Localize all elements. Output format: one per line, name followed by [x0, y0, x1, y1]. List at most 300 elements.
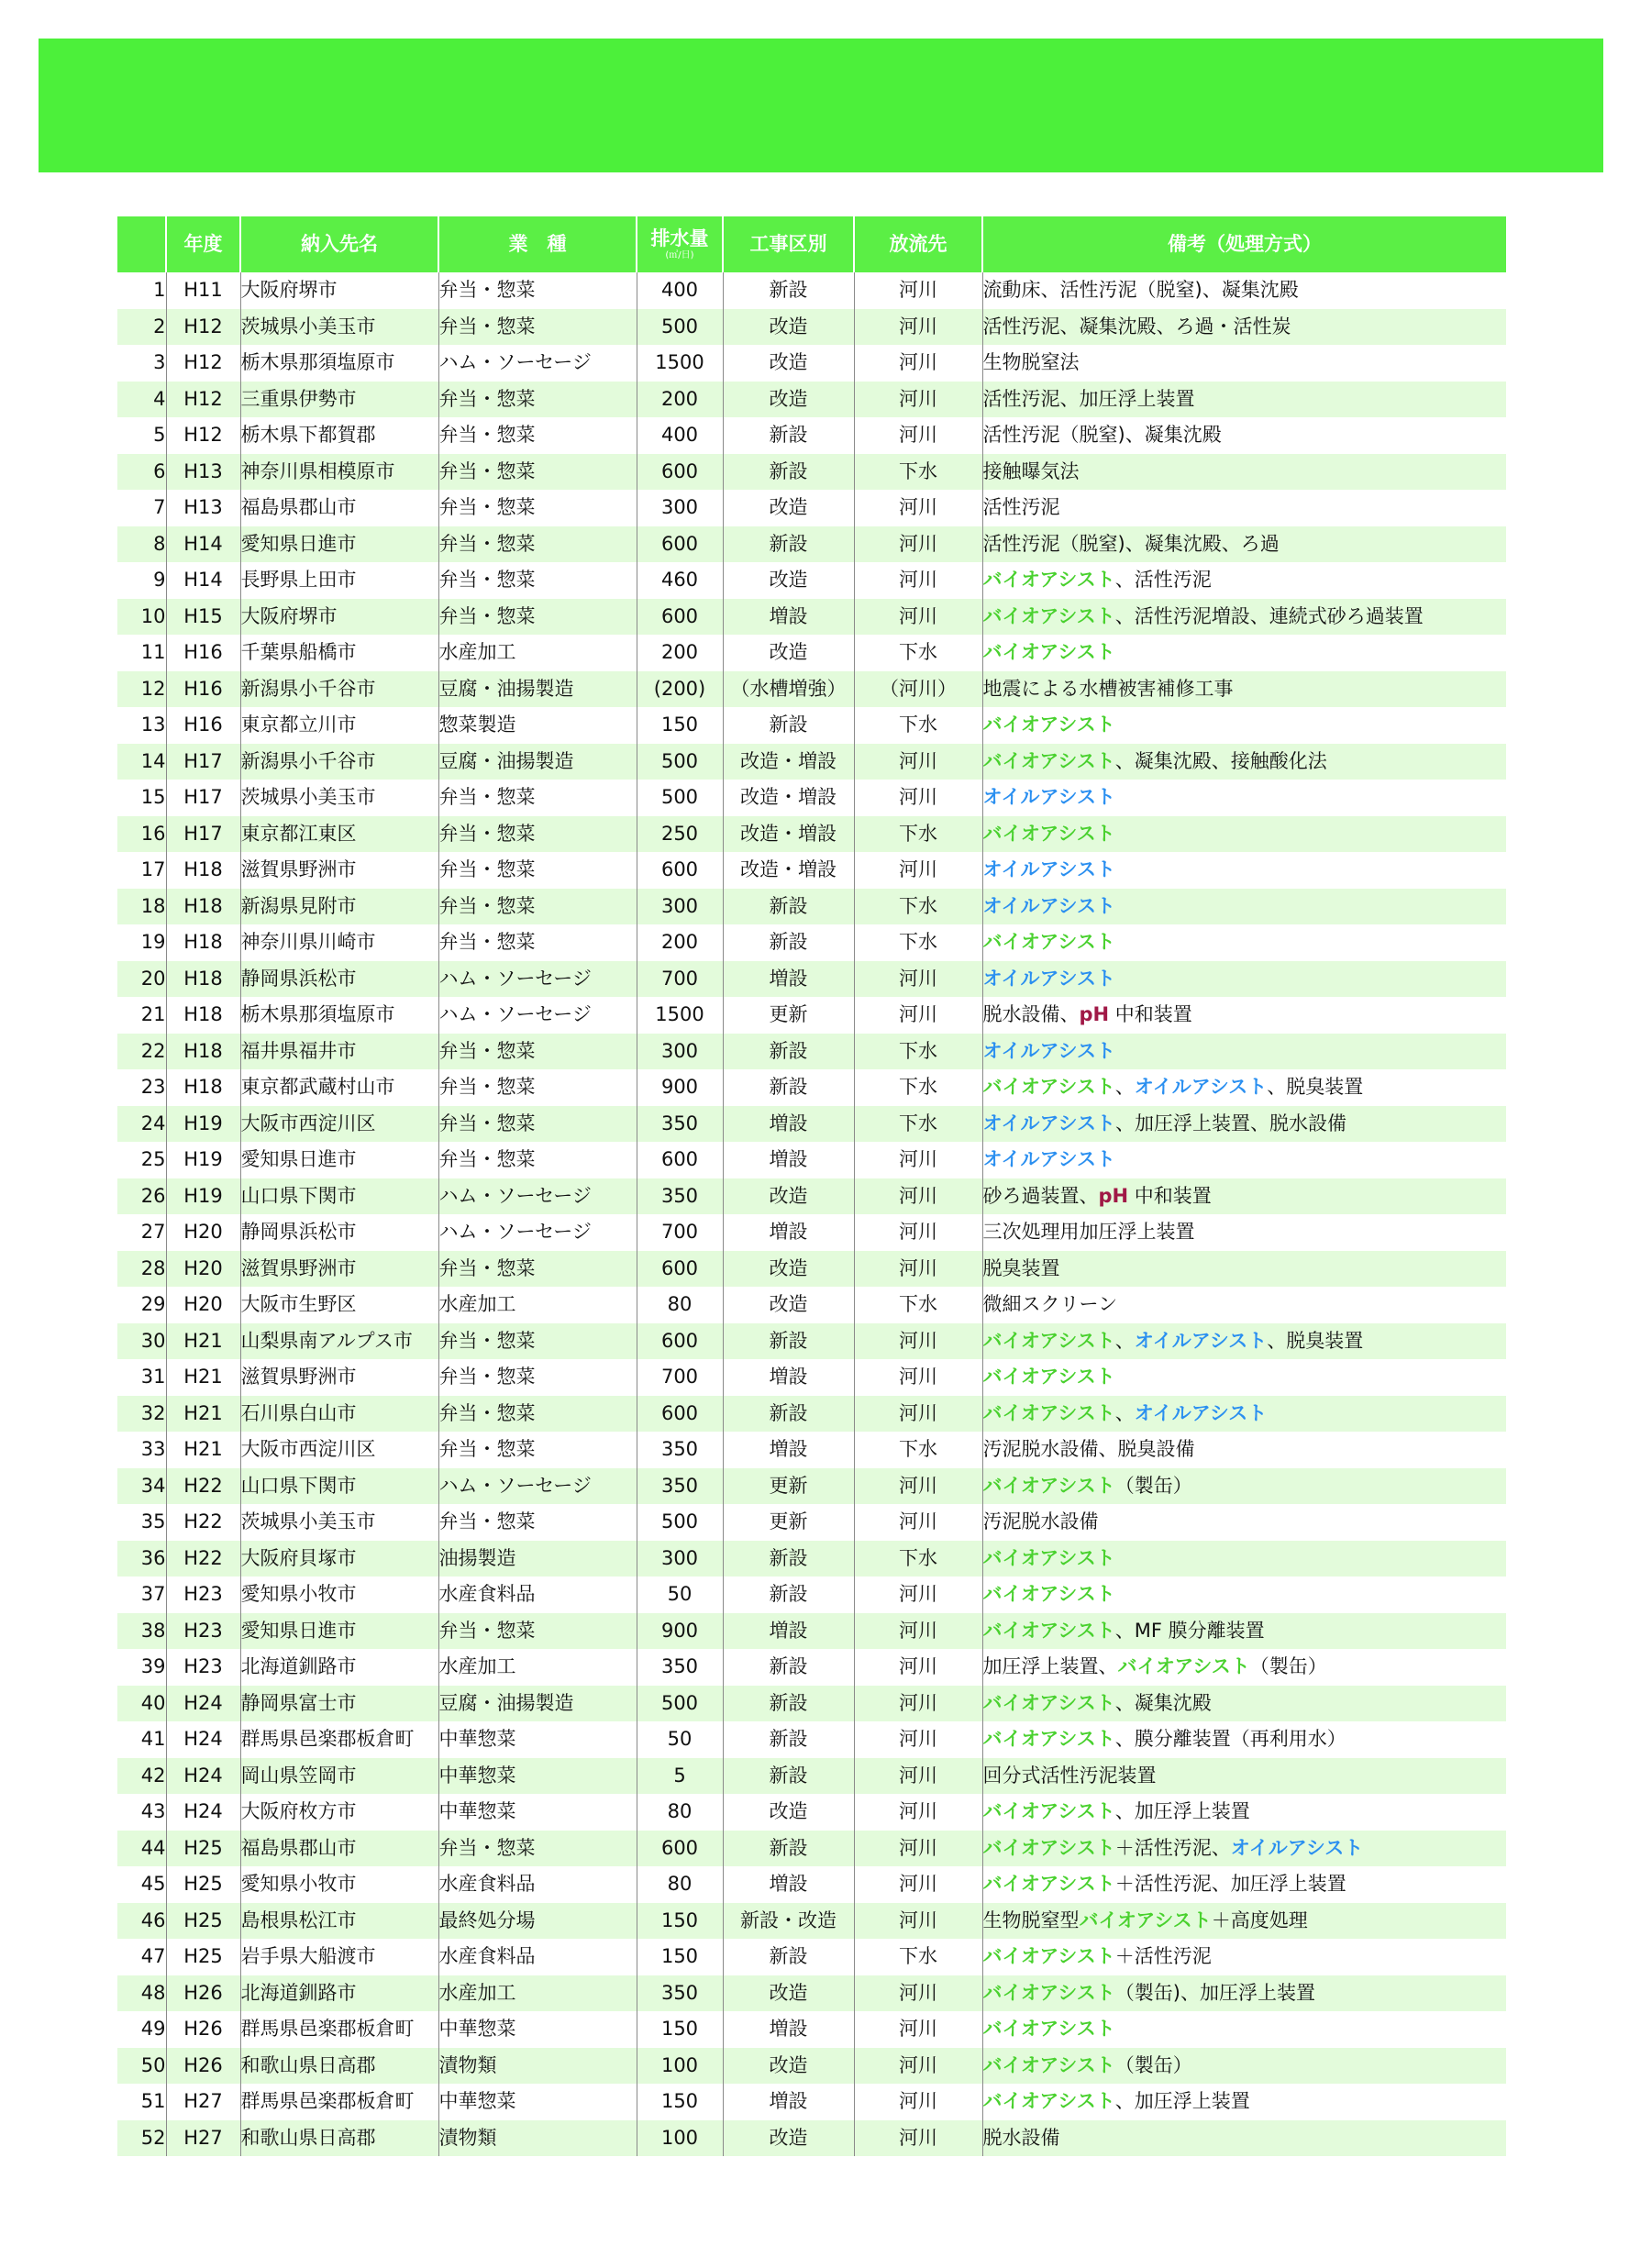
- cell-year: H21: [166, 1396, 240, 1433]
- table-row: [117, 707, 1506, 744]
- oil-assist-label: オイルアシスト: [982, 1039, 1115, 1062]
- cell-volume: 80: [637, 1287, 723, 1323]
- cell-client: 新潟県小千谷市: [240, 671, 438, 708]
- cell-client: 愛知県日進市: [240, 1613, 438, 1650]
- cell-volume: 350: [637, 1178, 723, 1215]
- cell-discharge: 河川: [854, 599, 982, 636]
- cell-discharge: 河川: [854, 1468, 982, 1505]
- cell-discharge: 河川: [854, 1903, 982, 1940]
- cell-no: 44: [117, 1831, 166, 1867]
- cell-volume: 500: [637, 309, 723, 346]
- cell-industry: 弁当・惣菜: [438, 599, 637, 636]
- cell-remarks: [982, 1903, 1506, 1940]
- cell-discharge: 河川: [854, 272, 982, 309]
- cell-year: H20: [166, 1251, 240, 1288]
- header-volume-label: 排水量: [650, 227, 709, 250]
- cell-no: 1: [153, 279, 166, 301]
- table-row: [117, 2120, 1506, 2157]
- cell-discharge: 河川: [854, 780, 982, 816]
- cell-client: 山梨県南アルプス市: [240, 1323, 438, 1360]
- remark-text: 、脱臭装置: [1267, 1076, 1364, 1098]
- cell-year: H18: [166, 852, 240, 889]
- bio-assist-label: バイオアシスト: [982, 1873, 1115, 1895]
- cell-no: 34: [117, 1468, 166, 1505]
- cell-remarks: [982, 1577, 1506, 1613]
- cell-remarks: [982, 707, 1506, 744]
- ph-label: pH: [1079, 1003, 1110, 1025]
- table-row: [117, 1541, 1506, 1577]
- remark-text: ＋活性汚泥、: [1114, 1836, 1231, 1859]
- cell-remarks: [982, 816, 1506, 853]
- cell-work: 新設: [723, 924, 854, 961]
- cell-volume: 900: [637, 1069, 723, 1106]
- cell-client: 大阪府貝塚市: [240, 1541, 438, 1577]
- cell-industry: ハム・ソーセージ: [438, 997, 637, 1034]
- cell-client: 大阪府堺市: [240, 599, 438, 636]
- cell-remarks: [982, 309, 1506, 346]
- header-volume: [637, 216, 723, 272]
- cell-no: 14: [117, 744, 166, 780]
- cell-industry: 弁当・惣菜: [438, 1323, 637, 1360]
- cell-year: H13: [166, 490, 240, 526]
- oil-assist-label: オイルアシスト: [1134, 1329, 1268, 1352]
- cell-remarks: [982, 852, 1506, 889]
- cell-remarks: [982, 1323, 1506, 1360]
- bio-assist-label: バイオアシスト: [982, 1728, 1115, 1750]
- cell-work: 新設: [723, 1577, 854, 1613]
- cell-remarks: [982, 1178, 1506, 1215]
- cell-no: 38: [117, 1613, 166, 1650]
- cell-industry: 弁当・惣菜: [438, 1069, 637, 1106]
- cell-no: 11: [140, 641, 166, 663]
- cell-volume: 600: [637, 852, 723, 889]
- cell-client: 大阪市生野区: [240, 1287, 438, 1323]
- bio-assist-label: バイオアシスト: [982, 1401, 1115, 1424]
- cell-volume: 350: [637, 1649, 723, 1686]
- cell-discharge: 下水: [854, 635, 982, 671]
- cell-industry: 弁当・惣菜: [438, 1359, 637, 1396]
- remark-text: 、: [1114, 1329, 1135, 1352]
- cell-remarks: [982, 382, 1506, 418]
- cell-client: 岩手県大船渡市: [240, 1939, 438, 1975]
- table-row: [117, 1178, 1506, 1215]
- remark-text: 中和装置: [1109, 1003, 1192, 1025]
- cell-volume: 300: [637, 889, 723, 925]
- cell-year: H14: [166, 526, 240, 563]
- table-row: [117, 1504, 1506, 1541]
- table-row: [117, 1287, 1506, 1323]
- table-row: [117, 889, 1506, 925]
- cell-no: 33: [140, 1438, 166, 1460]
- cell-work: 改造: [723, 309, 854, 346]
- cell-client: 東京都武蔵村山市: [240, 1069, 438, 1106]
- cell-client: 静岡県浜松市: [240, 1214, 438, 1251]
- cell-work: 改造: [723, 1975, 854, 2012]
- cell-remarks: [982, 1758, 1506, 1795]
- cell-work: 新設: [723, 1034, 854, 1070]
- cell-industry: 水産加工: [438, 635, 637, 671]
- cell-work: 改造: [723, 2120, 854, 2157]
- table-row: [117, 1903, 1506, 1940]
- cell-volume: 200: [637, 924, 723, 961]
- cell-industry: 弁当・惣菜: [438, 889, 637, 925]
- cell-no: 23: [140, 1076, 166, 1098]
- table-header-row: [117, 216, 1506, 272]
- cell-volume: 150: [637, 2011, 723, 2048]
- header-banner: [39, 39, 1603, 172]
- cell-work: 新設: [723, 1541, 854, 1577]
- cell-work: 改造: [723, 345, 854, 382]
- cell-client: 栃木県那須塩原市: [240, 997, 438, 1034]
- bio-assist-label: バイオアシスト: [1079, 1908, 1212, 1931]
- cell-no: 45: [140, 1873, 166, 1895]
- cell-client: 栃木県下都賀郡: [240, 417, 438, 454]
- cell-no: 43: [140, 1800, 166, 1822]
- cell-discharge: 河川: [854, 490, 982, 526]
- cell-discharge: 河川: [854, 2011, 982, 2048]
- remark-text: 活性汚泥（脱窒)、凝集沈殿: [982, 424, 1222, 446]
- bio-assist-label: バイオアシスト: [982, 1366, 1115, 1388]
- cell-year: H18: [166, 997, 240, 1034]
- cell-work: 増設: [723, 2011, 854, 2048]
- cell-industry: 弁当・惣菜: [438, 1396, 637, 1433]
- cell-volume: 300: [637, 1034, 723, 1070]
- cell-industry: ハム・ソーセージ: [438, 1468, 637, 1505]
- table-row: [117, 562, 1506, 599]
- cell-volume: 150: [637, 2084, 723, 2120]
- cell-industry: 豆腐・油揚製造: [438, 744, 637, 780]
- cell-work: 新設: [723, 707, 854, 744]
- cell-year: H25: [166, 1866, 240, 1903]
- cell-discharge: 河川: [854, 1649, 982, 1686]
- cell-year: H12: [166, 345, 240, 382]
- cell-client: 千葉県船橋市: [240, 635, 438, 671]
- cell-industry: 弁当・惣菜: [438, 816, 637, 853]
- header-client: 納入先名: [240, 216, 438, 272]
- cell-volume: 250: [637, 816, 723, 853]
- oil-assist-label: オイルアシスト: [982, 1148, 1115, 1170]
- cell-no: 29: [140, 1293, 166, 1315]
- remark-text: 、活性汚泥: [1114, 569, 1212, 591]
- oil-assist-label: オイルアシスト: [1230, 1836, 1364, 1859]
- cell-work: 増設: [723, 1142, 854, 1178]
- cell-industry: 中華惣菜: [438, 1794, 637, 1831]
- cell-industry: 弁当・惣菜: [438, 382, 637, 418]
- cell-work: 新設: [723, 1323, 854, 1360]
- cell-year: H24: [166, 1686, 240, 1722]
- table-row: [117, 1866, 1506, 1903]
- table-row: [117, 1323, 1506, 1360]
- table-row: [117, 1106, 1506, 1143]
- cell-year: H26: [166, 2048, 240, 2085]
- remark-text: 、加圧浮上装置: [1114, 1800, 1250, 1822]
- cell-industry: 弁当・惣菜: [438, 1831, 637, 1867]
- cell-client: 神奈川県相模原市: [240, 454, 438, 491]
- table-row: [117, 635, 1506, 671]
- remark-text: 接触曝気法: [982, 459, 1080, 482]
- oil-assist-label: オイルアシスト: [982, 1112, 1115, 1134]
- cell-discharge: 下水: [854, 924, 982, 961]
- cell-work: （水槽増強）: [723, 671, 854, 708]
- cell-industry: 弁当・惣菜: [438, 1613, 637, 1650]
- table-row: [117, 1468, 1506, 1505]
- cell-year: H19: [166, 1178, 240, 1215]
- cell-year: H18: [166, 961, 240, 998]
- cell-volume: 900: [637, 1613, 723, 1650]
- cell-volume: 350: [637, 1975, 723, 2012]
- remark-text: 加圧浮上装置、: [982, 1655, 1118, 1677]
- cell-volume: 600: [637, 1831, 723, 1867]
- cell-remarks: [982, 1939, 1506, 1975]
- cell-no: 25: [140, 1148, 166, 1170]
- cell-discharge: 河川: [854, 1831, 982, 1867]
- cell-year: H22: [166, 1468, 240, 1505]
- remark-text: 、膜分離装置（再利用水）: [1114, 1728, 1346, 1750]
- header-volume-unit: (㎥/日): [665, 249, 694, 260]
- cell-industry: 弁当・惣菜: [438, 1504, 637, 1541]
- cell-industry: 弁当・惣菜: [438, 272, 637, 309]
- cell-no: 47: [140, 1945, 166, 1967]
- cell-remarks: [982, 1287, 1506, 1323]
- cell-industry: 弁当・惣菜: [438, 780, 637, 816]
- cell-work: 改造: [723, 562, 854, 599]
- remark-text: （製缶）: [1249, 1655, 1327, 1677]
- cell-discharge: 河川: [854, 2048, 982, 2085]
- remark-text: 脱水設備: [982, 2126, 1060, 2149]
- cell-no: 26: [117, 1178, 166, 1215]
- cell-no: 32: [117, 1396, 166, 1433]
- cell-year: H12: [166, 417, 240, 454]
- cell-no: 30: [117, 1323, 166, 1360]
- cell-client: 東京都江東区: [240, 816, 438, 853]
- cell-volume: 200: [637, 635, 723, 671]
- cell-industry: 弁当・惣菜: [438, 1142, 637, 1178]
- cell-year: H25: [166, 1939, 240, 1975]
- header-year: 年度: [166, 216, 240, 272]
- bio-assist-label: バイオアシスト: [982, 2053, 1115, 2076]
- cell-work: 改造・増設: [723, 852, 854, 889]
- cell-client: 北海道釧路市: [240, 1975, 438, 2012]
- remark-text: ＋高度処理: [1211, 1908, 1308, 1931]
- cell-industry: 漬物類: [438, 2120, 637, 2157]
- cell-volume: 1500: [637, 345, 723, 382]
- cell-industry: 中華惣菜: [438, 1721, 637, 1758]
- cell-client: 和歌山県日高郡: [240, 2120, 438, 2157]
- cell-no: 4: [117, 382, 166, 418]
- cell-volume: 350: [637, 1468, 723, 1505]
- cell-year: H14: [166, 562, 240, 599]
- ph-label: pH: [1098, 1184, 1129, 1207]
- cell-remarks: [982, 744, 1506, 780]
- cell-volume: 400: [637, 272, 723, 309]
- cell-work: 改造: [723, 490, 854, 526]
- cell-year: H17: [166, 780, 240, 816]
- cell-no: 46: [117, 1903, 166, 1940]
- cell-no: 3: [153, 351, 166, 373]
- cell-work: 新設: [723, 1396, 854, 1433]
- remark-text: 微細スクリーン: [982, 1293, 1118, 1315]
- cell-client: 石川県白山市: [240, 1396, 438, 1433]
- cell-no: 50: [117, 2048, 166, 2085]
- cell-industry: 最終処分場: [438, 1903, 637, 1940]
- cell-work: 増設: [723, 1866, 854, 1903]
- cell-remarks: [982, 417, 1506, 454]
- cell-industry: 弁当・惣菜: [438, 526, 637, 563]
- cell-no: 20: [117, 961, 166, 998]
- cell-work: 新設: [723, 417, 854, 454]
- remark-text: 、加圧浮上装置: [1114, 2090, 1250, 2112]
- cell-work: 新設: [723, 1831, 854, 1867]
- cell-year: H23: [166, 1649, 240, 1686]
- table-row: [117, 1251, 1506, 1288]
- cell-volume: 80: [637, 1794, 723, 1831]
- oil-assist-label: オイルアシスト: [982, 786, 1115, 808]
- cell-industry: 弁当・惣菜: [438, 454, 637, 491]
- remark-text: 汚泥脱水設備、脱臭設備: [982, 1438, 1195, 1460]
- remark-text: 、: [1114, 1401, 1135, 1424]
- cell-client: 福島県郡山市: [240, 490, 438, 526]
- table-row: [117, 1975, 1506, 2012]
- remark-text: 、凝集沈殿、接触酸化法: [1114, 749, 1327, 772]
- cell-remarks: [982, 1396, 1506, 1433]
- cell-remarks: [982, 345, 1506, 382]
- cell-remarks: [982, 1686, 1506, 1722]
- cell-industry: 水産加工: [438, 1975, 637, 2012]
- cell-industry: 中華惣菜: [438, 2084, 637, 2120]
- cell-year: H22: [166, 1504, 240, 1541]
- table-row: [117, 816, 1506, 853]
- cell-client: 愛知県日進市: [240, 1142, 438, 1178]
- header-remarks: 備考（処理方式）: [982, 216, 1506, 272]
- cell-remarks: [982, 1613, 1506, 1650]
- cell-no: 49: [140, 2018, 166, 2040]
- cell-industry: 弁当・惣菜: [438, 1432, 637, 1468]
- bio-assist-label: バイオアシスト: [1117, 1655, 1250, 1677]
- cell-client: 大阪府堺市: [240, 272, 438, 309]
- bio-assist-label: バイオアシスト: [982, 931, 1115, 953]
- cell-no: 36: [117, 1541, 166, 1577]
- remark-text: 、: [1114, 1076, 1135, 1098]
- remark-text: 、加圧浮上装置、脱水設備: [1114, 1112, 1346, 1134]
- cell-client: 茨城県小美玉市: [240, 1504, 438, 1541]
- remark-text: 汚泥脱水設備: [982, 1510, 1099, 1532]
- cell-work: 更新: [723, 997, 854, 1034]
- cell-year: H18: [166, 889, 240, 925]
- bio-assist-label: バイオアシスト: [982, 2018, 1115, 2040]
- cell-client: 静岡県浜松市: [240, 961, 438, 998]
- cell-remarks: [982, 1106, 1506, 1143]
- cell-remarks: [982, 1831, 1506, 1867]
- cell-no: 24: [117, 1106, 166, 1143]
- cell-industry: 水産加工: [438, 1649, 637, 1686]
- table-row: [117, 1142, 1506, 1178]
- delivery-record-table: [117, 216, 1506, 2156]
- remark-text: （製缶）: [1114, 2053, 1192, 2076]
- cell-remarks: [982, 1975, 1506, 2012]
- cell-no: 42: [117, 1758, 166, 1795]
- cell-remarks: [982, 1866, 1506, 1903]
- cell-client: 滋賀県野洲市: [240, 1359, 438, 1396]
- cell-work: 新設: [723, 1758, 854, 1795]
- cell-client: 愛知県小牧市: [240, 1866, 438, 1903]
- remark-text: 生物脱窒型: [982, 1908, 1080, 1931]
- cell-no: 22: [117, 1034, 166, 1070]
- cell-client: 栃木県那須塩原市: [240, 345, 438, 382]
- cell-remarks: [982, 1142, 1506, 1178]
- cell-year: H24: [166, 1794, 240, 1831]
- cell-work: 新設: [723, 1721, 854, 1758]
- table-row: [117, 1686, 1506, 1722]
- cell-discharge: 河川: [854, 1975, 982, 2012]
- cell-remarks: [982, 961, 1506, 998]
- cell-volume: 350: [637, 1432, 723, 1468]
- cell-remarks: [982, 272, 1506, 309]
- cell-remarks: [982, 2011, 1506, 2048]
- cell-discharge: 河川: [854, 1504, 982, 1541]
- cell-year: H16: [166, 671, 240, 708]
- cell-no: 16: [117, 816, 166, 853]
- remark-text: 中和装置: [1128, 1184, 1212, 1207]
- cell-year: H12: [166, 309, 240, 346]
- table-row: [117, 1758, 1506, 1795]
- cell-client: 静岡県富士市: [240, 1686, 438, 1722]
- cell-year: H27: [166, 2084, 240, 2120]
- table-row: [117, 526, 1506, 563]
- cell-no: 15: [140, 786, 166, 808]
- remark-text: 、凝集沈殿: [1114, 1691, 1212, 1714]
- table-row: [117, 309, 1506, 346]
- cell-volume: 700: [637, 961, 723, 998]
- cell-discharge: 河川: [854, 417, 982, 454]
- cell-year: H21: [166, 1432, 240, 1468]
- cell-client: 山口県下関市: [240, 1468, 438, 1505]
- cell-no: 6: [117, 454, 166, 491]
- cell-volume: 100: [637, 2120, 723, 2157]
- cell-remarks: [982, 1649, 1506, 1686]
- cell-work: 増設: [723, 1613, 854, 1650]
- cell-no: 7: [153, 496, 166, 518]
- cell-no: 27: [140, 1221, 166, 1243]
- cell-discharge: 河川: [854, 1577, 982, 1613]
- table-row: [117, 1939, 1506, 1975]
- cell-industry: 漬物類: [438, 2048, 637, 2085]
- cell-remarks: [982, 1069, 1506, 1106]
- table-row: [117, 1831, 1506, 1867]
- cell-discharge: 河川: [854, 309, 982, 346]
- cell-volume: 150: [637, 707, 723, 744]
- cell-year: H16: [166, 635, 240, 671]
- table-row: [117, 2048, 1506, 2085]
- cell-year: H23: [166, 1577, 240, 1613]
- cell-industry: 中華惣菜: [438, 1758, 637, 1795]
- cell-industry: 弁当・惣菜: [438, 417, 637, 454]
- table-row: [117, 744, 1506, 780]
- cell-no: 18: [117, 889, 166, 925]
- cell-remarks: [982, 1468, 1506, 1505]
- table-row: [117, 1034, 1506, 1070]
- cell-volume: 400: [637, 417, 723, 454]
- cell-discharge: 河川: [854, 1686, 982, 1722]
- cell-discharge: 下水: [854, 1287, 982, 1323]
- table-row: [117, 1214, 1506, 1251]
- cell-discharge: 河川: [854, 1214, 982, 1251]
- cell-client: 新潟県見附市: [240, 889, 438, 925]
- cell-work: 増設: [723, 1359, 854, 1396]
- cell-work: 改造: [723, 1251, 854, 1288]
- cell-client: 愛知県日進市: [240, 526, 438, 563]
- cell-industry: 弁当・惣菜: [438, 562, 637, 599]
- cell-volume: 1500: [637, 997, 723, 1034]
